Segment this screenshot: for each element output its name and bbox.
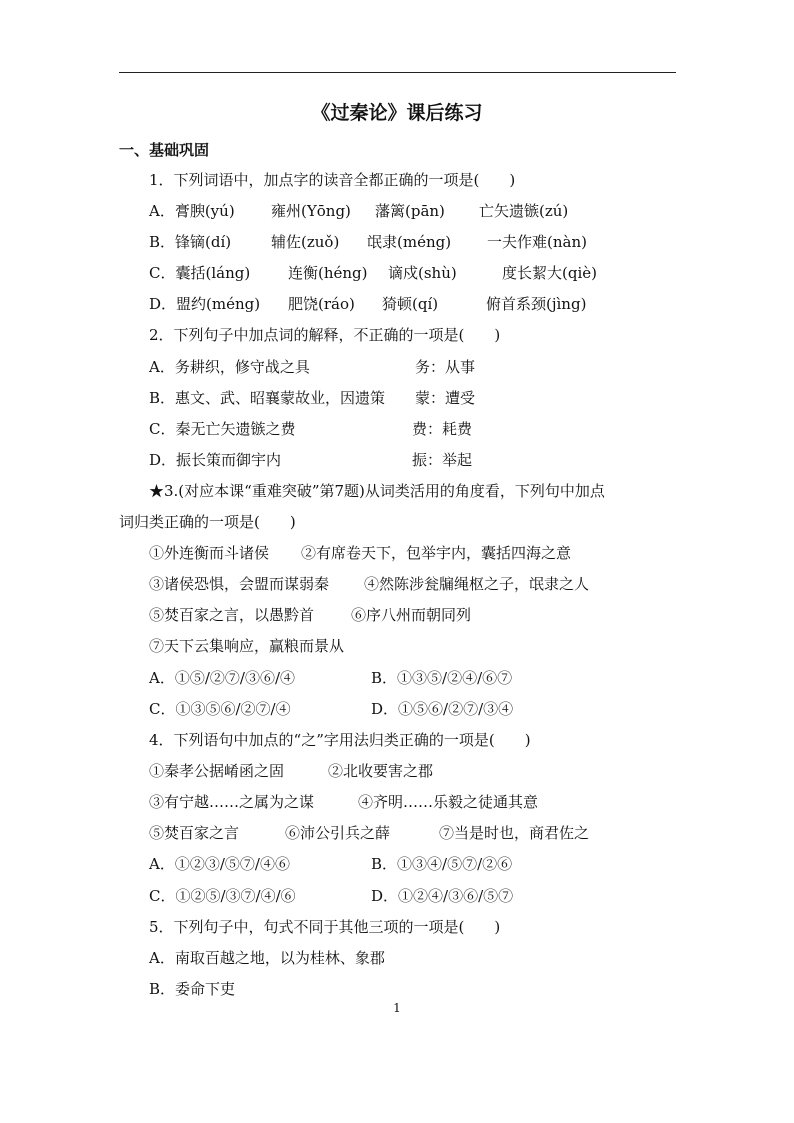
- q3-item-3: ③诸侯恐惧，会盟而谋弱秦: [149, 575, 330, 593]
- q4-option-d: D．①②④/③⑥/⑤⑦: [371, 887, 514, 905]
- q1-a-2: 雍州(Yōng): [271, 202, 351, 220]
- q3-stem-line2: 词归类正确的一项是( ): [119, 513, 296, 531]
- q1-option-c: [149, 263, 597, 283]
- q2-option-a: A．务耕织，修守战之具: [149, 358, 310, 376]
- q1-a-1: A．膏腴(yú): [149, 202, 235, 220]
- q2-option-b: B．惠文、武、昭襄蒙故业，因遗策: [149, 389, 386, 407]
- q3-option-b: B．①③⑤/②④/⑥⑦: [371, 669, 513, 687]
- q3-options-cd: [149, 699, 513, 719]
- page-number: 1: [393, 1001, 401, 1015]
- q1-d-1: D．盟约(méng): [149, 295, 261, 313]
- q4-item-3: ③有宁越……之属为之谋: [149, 793, 315, 811]
- q4-options-ab: [149, 854, 512, 874]
- q2-option-c-gloss: 费：耗费: [412, 420, 473, 438]
- q3-option-a: A．①⑤/②⑦/③⑥/④: [149, 669, 295, 687]
- q5-stem: 5．下列句子中，句式不同于其他三项的一项是( ): [149, 918, 501, 936]
- q4-item-7: ⑦当是时也，商君佐之: [439, 824, 590, 842]
- q4-item-5: ⑤焚百家之言: [149, 824, 240, 842]
- q3-item-2: ②有席卷天下，包举宇内，囊括四海之意: [301, 544, 572, 562]
- q3-items-1-2: [149, 543, 571, 563]
- q1-c-2: 连衡(héng): [288, 264, 368, 282]
- q2-option-d: D．振长策而御宇内: [149, 451, 282, 469]
- q1-b-1: B．锋镝(dí): [149, 233, 232, 251]
- q4-item-1: ①秦孝公据崤函之固: [149, 762, 285, 780]
- q4-items-1-2: [149, 761, 433, 781]
- q4-option-c: C．①②⑤/③⑦/④/⑥: [149, 887, 296, 905]
- header-rule: [119, 72, 676, 73]
- q1-option-a: [149, 201, 568, 221]
- q4-option-b: B．①③④/⑤⑦/②⑥: [371, 855, 513, 873]
- q1-option-b: [149, 232, 587, 252]
- q1-a-3: 藩篱(pān): [375, 202, 445, 220]
- q2-option-d-gloss: 振：举起: [412, 451, 473, 469]
- q1-d-3: 猗顿(qí): [382, 295, 439, 313]
- q3-item-1: ①外连衡而斗诸侯: [149, 544, 270, 562]
- q1-option-d: [149, 294, 586, 314]
- section-heading: 一、基础巩固: [119, 141, 210, 159]
- q4-items-5-7: [149, 823, 589, 843]
- q4-item-2: ②北收要害之郡: [328, 762, 434, 780]
- q1-c-4: 度长絜大(qiè): [502, 264, 597, 282]
- q4-options-cd: [149, 886, 513, 906]
- q4-stem: 4．下列语句中加点的“之”字用法归类正确的一项是( ): [149, 731, 531, 749]
- q2-option-a-gloss: 务：从事: [415, 358, 476, 376]
- q4-item-4: ④齐明……乐毅之徒通其意: [358, 793, 539, 811]
- q2-stem: 2．下列句子中加点词的解释，不正确的一项是( ): [149, 326, 501, 344]
- q3-item-4: ④然陈涉瓮牖绳枢之子，氓隶之人: [364, 575, 590, 593]
- q2-option-b-gloss: 蒙：遭受: [415, 389, 476, 407]
- q3-item-5: ⑤焚百家之言，以愚黔首: [149, 606, 315, 624]
- q1-c-1: C．囊括(láng): [149, 264, 251, 282]
- q1-d-4: 俯首系颈(jìng): [486, 295, 587, 313]
- q1-d-2: 肥饶(ráo): [288, 295, 355, 313]
- page-title: 《过秦论》课后练习: [311, 102, 483, 124]
- q2-option-c: C．秦无亡矢遗镞之费: [149, 420, 296, 438]
- q1-b-4: 一夫作难(nàn): [487, 233, 587, 251]
- q1-b-2: 辅佐(zuǒ): [271, 233, 340, 251]
- q3-options-ab: [149, 668, 512, 688]
- q1-a-4: 亡矢遗镞(zú): [479, 202, 569, 220]
- q5-option-a: A．南取百越之地，以为桂林、象郡: [149, 949, 385, 967]
- q1-stem: 1．下列词语中，加点字的读音全都正确的一项是( ): [149, 171, 516, 189]
- q5-option-b: B．委命下吏: [149, 980, 236, 998]
- q3-items-5-6: [149, 605, 471, 625]
- q3-item-7: ⑦天下云集响应，赢粮而景从: [149, 637, 345, 655]
- q3-stem-line1: ★3.(对应本课“重难突破”第7题)从词类活用的角度看，下列句中加点: [149, 482, 605, 500]
- q1-c-3: 谪戍(shù): [388, 264, 457, 282]
- q4-item-6: ⑥沛公引兵之薛: [285, 824, 391, 842]
- q4-option-a: A．①②③/⑤⑦/④⑥: [149, 855, 290, 873]
- q3-option-c: C．①③⑤⑥/②⑦/④: [149, 700, 291, 718]
- q3-items-3-4: [149, 574, 589, 594]
- q3-option-d: D．①⑤⑥/②⑦/③④: [371, 700, 514, 718]
- q4-items-3-4: [149, 792, 538, 812]
- q3-item-6: ⑥序八州而朝同列: [351, 606, 472, 624]
- q1-b-3: 氓隶(méng): [367, 233, 452, 251]
